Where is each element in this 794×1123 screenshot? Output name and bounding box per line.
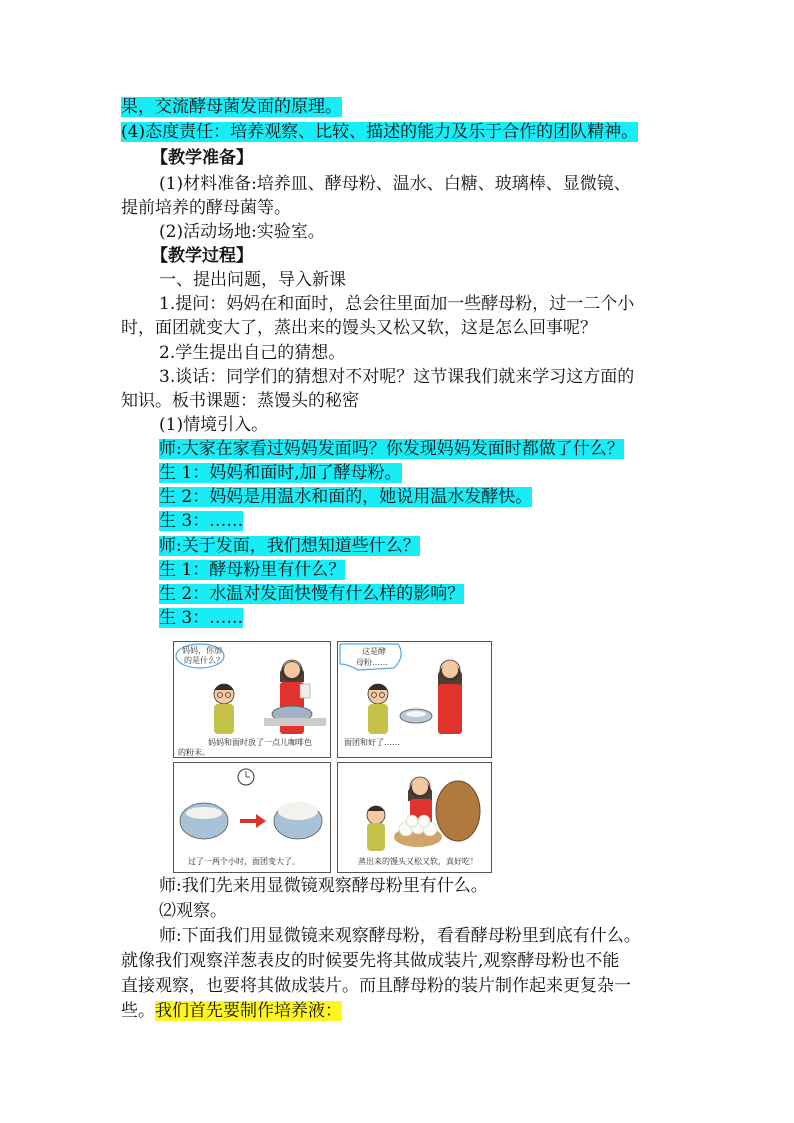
text-line: (2)活动场地:实验室。 bbox=[159, 222, 325, 242]
text-line: 直接观察，也要将其做成装片。而且酵母粉的装片制作起来更复杂一 bbox=[121, 976, 631, 996]
text-line: 时，面团就变大了，蒸出来的馒头又松又软，这是怎么回事呢？ bbox=[121, 318, 597, 338]
section-heading: 【教学过程】 bbox=[151, 246, 253, 266]
dialogue-line bbox=[159, 583, 464, 605]
text-line: (1)情境引入。 bbox=[159, 415, 269, 435]
highlighted-text: 生 1：酵母粉里有什么？ bbox=[159, 560, 346, 580]
comic-panel-1 bbox=[173, 641, 331, 758]
text-line bbox=[121, 1000, 342, 1022]
text-line: 1.提问：妈妈在和面时，总会往里面加一些酵母粉，过一二个小 bbox=[159, 294, 635, 314]
dialogue-line bbox=[159, 559, 345, 581]
text-line: 师:下面我们用显微镜来观察酵母粉，看看酵母粉里到底有什么。 bbox=[159, 926, 641, 946]
highlighted-text: 师:关于发面，我们想知道些什么？ bbox=[159, 536, 420, 556]
dialogue-line bbox=[159, 462, 402, 484]
dough-rising-drawing bbox=[174, 763, 330, 855]
text-line: ⑵观察。 bbox=[159, 901, 227, 921]
highlighted-text: 生 2：妈妈是用温水和面的，她说用温水发酵快。 bbox=[159, 487, 533, 507]
bubble1-line1: 妈妈，你加 bbox=[182, 646, 222, 655]
highlighted-text: 师:大家在家看过妈妈发面吗？你发现妈妈发面时都做了什么？ bbox=[159, 439, 624, 459]
text-line bbox=[121, 96, 342, 118]
dialogue-line bbox=[159, 535, 420, 557]
bubble1-line2: 的是什么？ bbox=[184, 656, 224, 665]
dialogue-line bbox=[159, 438, 624, 460]
text-line: 师:我们先来用显微镜观察酵母粉里有什么。 bbox=[159, 876, 488, 896]
text-line: 2.学生提出自己的猜想。 bbox=[159, 343, 346, 363]
comic-panel-2 bbox=[337, 641, 492, 758]
text-line: 一、提出问题，导入新课 bbox=[159, 270, 346, 290]
highlighted-text: (4)态度责任：培养观察、比较、描述的能力及乐于合作的团队精神。 bbox=[121, 122, 639, 142]
text-line: 知识。板书课题：蒸馒头的秘密 bbox=[121, 391, 359, 411]
caption2: 面团和好了…… bbox=[344, 738, 400, 747]
plain-text: 些。 bbox=[121, 1001, 155, 1021]
illustration-comic bbox=[173, 641, 491, 871]
text-line: 3.谈话：同学们的猜想对不对呢？这节课我们就来学习这方面的 bbox=[159, 367, 635, 387]
section-heading: 【教学准备】 bbox=[151, 148, 253, 168]
highlighted-text: 果，交流酵母菌发面的原理。 bbox=[121, 97, 342, 117]
bubble2-line2: 母粉…… bbox=[356, 658, 388, 667]
text-line bbox=[121, 121, 638, 143]
mom-mixing-dough-drawing bbox=[174, 642, 330, 737]
text-line: (1)材料准备:培养皿、酵母粉、温水、白糖、玻璃棒、显微镜、 bbox=[159, 174, 631, 194]
caption4: 蒸出来的馒头又松又软，真好吃！ bbox=[358, 857, 478, 866]
text-line: 就像我们观察洋葱表皮的时候要先将其做成装片,观察酵母粉也不能 bbox=[121, 951, 620, 971]
text-line: 提前培养的酵母菌等。 bbox=[121, 198, 291, 218]
highlighted-text: 生 3：…… bbox=[159, 608, 244, 628]
comic-panel-4 bbox=[337, 762, 492, 873]
dialogue-line bbox=[159, 486, 532, 508]
highlighted-text: 生 2：水温对发面快慢有什么样的影响？ bbox=[159, 584, 465, 604]
bubble2-line1: 这是酵 bbox=[362, 647, 386, 656]
caption3: 过了一两个小时，面团变大了。 bbox=[188, 857, 300, 866]
dough-ready-drawing bbox=[338, 642, 491, 737]
highlighted-text: 生 3：…… bbox=[159, 511, 244, 531]
highlighted-text: 生 1：妈妈和面时,加了酵母粉。 bbox=[159, 463, 402, 483]
yellow-highlighted-text: 我们首先要制作培养液： bbox=[155, 1001, 342, 1021]
caption1-line1: 妈妈和面时放了一点儿咖啡色 bbox=[208, 738, 312, 747]
comic-panel-3 bbox=[173, 762, 331, 873]
dialogue-line bbox=[159, 510, 243, 532]
caption1-line2: 的粉末。 bbox=[178, 748, 210, 757]
steamed-buns-drawing bbox=[338, 763, 491, 855]
dialogue-line bbox=[159, 607, 243, 629]
